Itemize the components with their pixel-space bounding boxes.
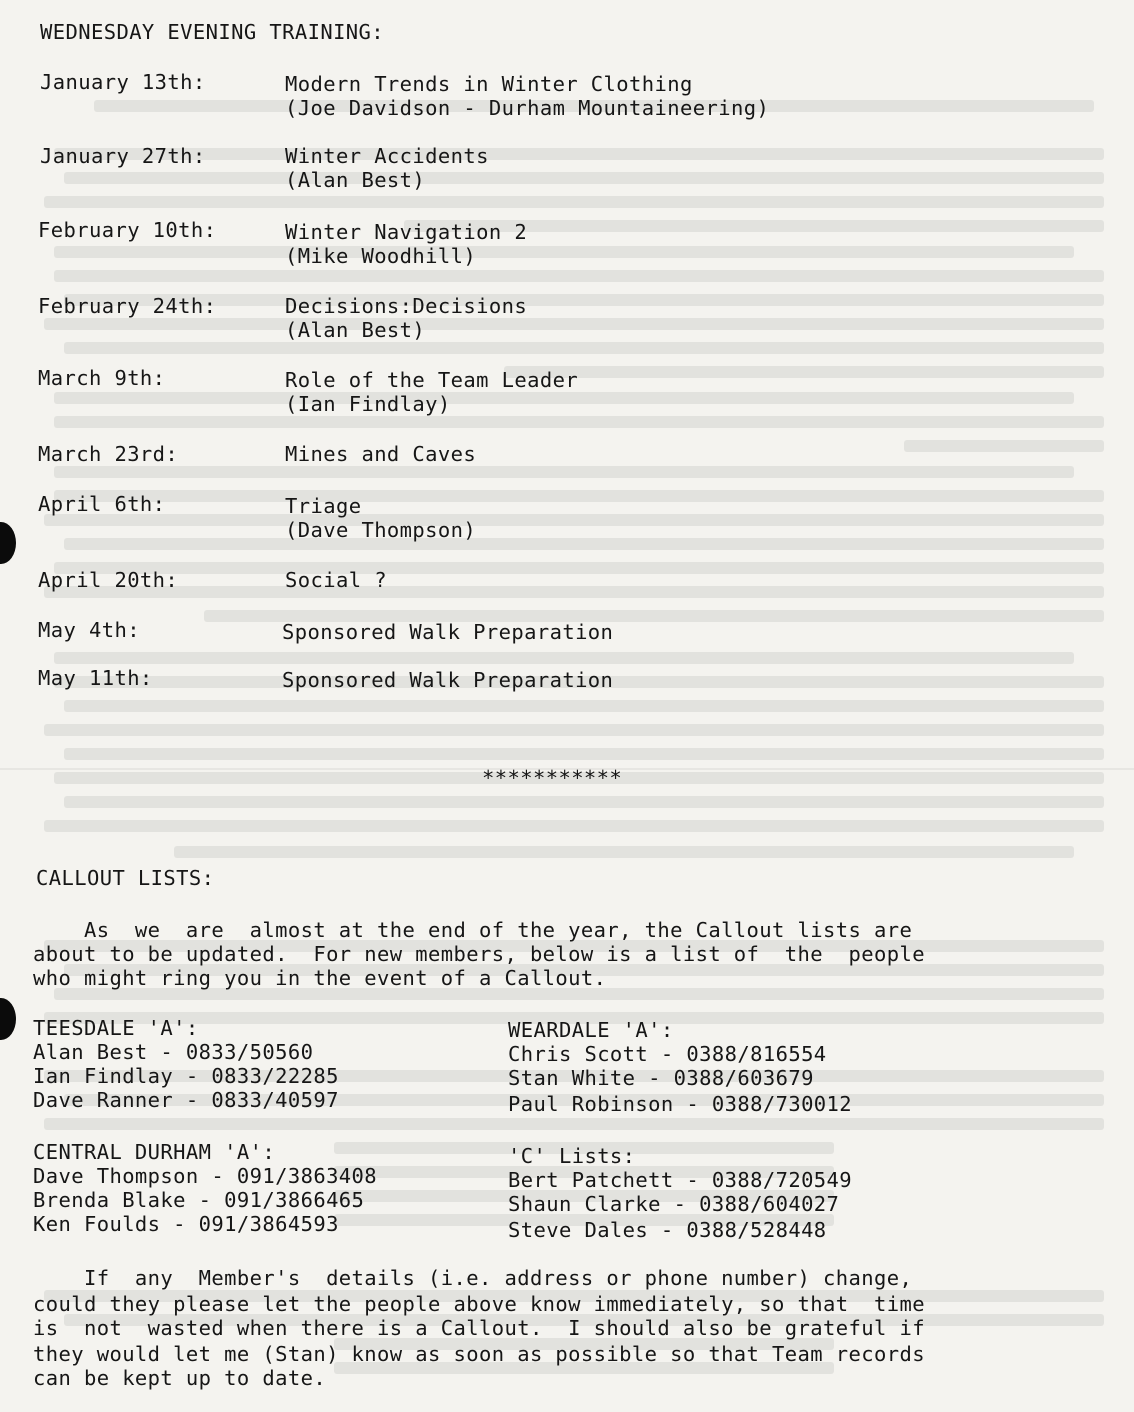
callout-group-title: 'C' Lists: (508, 1144, 636, 1168)
callout-entry: Dave Thompson - 091/3863408 (33, 1164, 378, 1188)
callout-group-title: TEESDALE 'A': (33, 1016, 199, 1040)
session-date: February 10th: (38, 218, 217, 242)
callout-entry: Paul Robinson - 0388/730012 (508, 1092, 853, 1116)
session-topic: Sponsored Walk Preparation (282, 668, 614, 692)
punch-hole-bottom (0, 998, 16, 1040)
session-date: April 20th: (38, 568, 179, 592)
callout-closing-line: is not wasted when there is a Callout. I should also be grateful if (33, 1316, 925, 1340)
session-presenter: (Mike Woodhill) (285, 244, 477, 268)
callout-entry: Stan White - 0388/603679 (508, 1066, 814, 1090)
session-topic: Social ? (285, 568, 387, 592)
callout-entry: Bert Patchett - 0388/720549 (508, 1168, 853, 1192)
session-date: February 24th: (38, 294, 217, 318)
session-topic: Modern Trends in Winter Clothing (285, 72, 693, 96)
session-topic: Sponsored Walk Preparation (282, 620, 614, 644)
callout-entry: Chris Scott - 0388/816554 (508, 1042, 827, 1066)
punch-hole-top (0, 522, 16, 564)
callout-intro-line: As we are almost at the end of the year, the Callout lists are (33, 918, 913, 942)
session-date: January 13th: (40, 70, 206, 94)
session-topic: Triage (285, 494, 362, 518)
session-topic: Decisions:Decisions (285, 294, 528, 318)
session-date: March 23rd: (38, 442, 179, 466)
callout-entry: Ian Findlay - 0833/22285 (33, 1064, 339, 1088)
session-topic: Role of the Team Leader (285, 368, 579, 392)
session-date: May 4th: (38, 618, 140, 642)
session-presenter: (Ian Findlay) (285, 392, 451, 416)
callout-closing-line: can be kept up to date. (33, 1366, 327, 1390)
callout-closing-line: could they please let the people above know immediately, so that time (33, 1292, 925, 1316)
callout-group-title: WEARDALE 'A': (508, 1018, 674, 1042)
callout-closing-line: they would let me (Stan) know as soon as possible so that Team records (33, 1342, 925, 1366)
callout-closing-line: If any Member's details (i.e. address or phone number) change, (33, 1266, 913, 1290)
callout-heading: CALLOUT LISTS: (36, 866, 215, 890)
session-topic: Winter Navigation 2 (285, 220, 528, 244)
callout-entry: Steve Dales - 0388/528448 (508, 1218, 827, 1242)
session-date: May 11th: (38, 666, 153, 690)
callout-entry: Ken Foulds - 091/3864593 (33, 1212, 339, 1236)
callout-entry: Shaun Clarke - 0388/604027 (508, 1192, 840, 1216)
callout-intro-line: about to be updated. For new members, below is a list of the people (33, 942, 925, 966)
callout-entry: Alan Best - 0833/50560 (33, 1040, 314, 1064)
session-presenter: (Alan Best) (285, 318, 426, 342)
session-date: April 6th: (38, 492, 166, 516)
session-presenter: (Alan Best) (285, 168, 426, 192)
session-date: March 9th: (38, 366, 166, 390)
callout-group-title: CENTRAL DURHAM 'A': (33, 1140, 276, 1164)
training-heading: WEDNESDAY EVENING TRAINING: (40, 20, 385, 44)
session-topic: Winter Accidents (285, 144, 489, 168)
callout-intro-line: who might ring you in the event of a Callout. (33, 966, 607, 990)
session-presenter: (Joe Davidson - Durham Mountaineering) (285, 96, 770, 120)
session-topic: Mines and Caves (285, 442, 477, 466)
callout-entry: Brenda Blake - 091/3866465 (33, 1188, 365, 1212)
session-presenter: (Dave Thompson) (285, 518, 477, 542)
session-date: January 27th: (40, 144, 206, 168)
section-separator: *********** (482, 766, 623, 790)
callout-entry: Dave Ranner - 0833/40597 (33, 1088, 339, 1112)
